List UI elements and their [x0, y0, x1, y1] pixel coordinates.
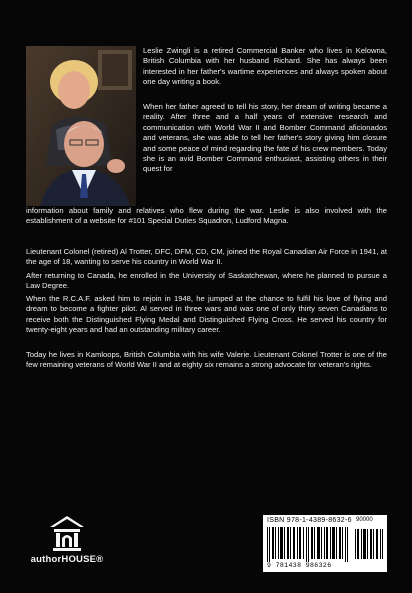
- zwingli-bio-paragraph-2: When her father agreed to tell his story, her dream of writing became a reality. After three and a half years of extensive research and communication with World War II and Bomber Command aficionados and veterans, she was able to tell her father's story giving him closure and some peace of mind regarding the fate of his crew members. Today she is an avid Bomber Command enthusiast, assisting others in their quest for: [143, 102, 387, 174]
- ean-barcode-bars: [267, 527, 351, 562]
- author-photo: [26, 46, 136, 206]
- trotter-bio-paragraph-2: After returning to Canada, he enrolled in the University of Saskatchewan, where he planned to pursue a Law Degree.: [26, 271, 387, 291]
- publisher-logo: [22, 514, 112, 569]
- ean-digits: 9 781438 986326: [267, 562, 332, 569]
- zwingli-bio-paragraph-2-continued: information about family and relatives who flew during the war. Leslie is also involved with the establishment of a website for #101 Special Duties Squadron, Ludford Magna.: [26, 206, 387, 226]
- publisher-name: authorHOUSE®: [30, 554, 104, 565]
- zwingli-bio-paragraph-1: Leslie Zwingli is a retired Commercial Banker who lives in Kelowna, British Columbia with her husband Richard. She has always been interested in her father's wartime experiences and always spoken about one day writing a book.: [143, 46, 387, 87]
- trotter-bio-paragraph-1: Lieutenant Colonel (retired) Al Trotter, DFC, DFM, CD, CM, joined the Royal Canadian Air Force in 1941, at the age of 18, wanting to serve his country in World War II.: [26, 247, 387, 267]
- authorhouse-house-icon: [48, 514, 86, 552]
- trotter-bio-paragraph-3: When the R.C.A.F. asked him to rejoin in 1948, he jumped at the chance to fulfil his love of flying and dream to become a fighter pilot. Al served in three wars and was one of only thirty seven Canadians to receive both the Distinguished Flying Medal and Distinguished Flying Cross. He served his country for twenty-eight years and had an outstanding military career.: [26, 294, 387, 335]
- price-code: 90000: [356, 517, 373, 523]
- trotter-bio-paragraph-4: Today he lives in Kamloops, British Columbia with his wife Valerie. Lieutenant Colonel Trotter is one of the few remaining veterans of World War II and at eighty six remains a strong advocate for veteran's rights.: [26, 350, 387, 370]
- price-barcode-bars: [355, 529, 383, 559]
- isbn-number: ISBN 978-1-4389-8632-6: [267, 517, 352, 524]
- isbn-barcode: [263, 515, 387, 572]
